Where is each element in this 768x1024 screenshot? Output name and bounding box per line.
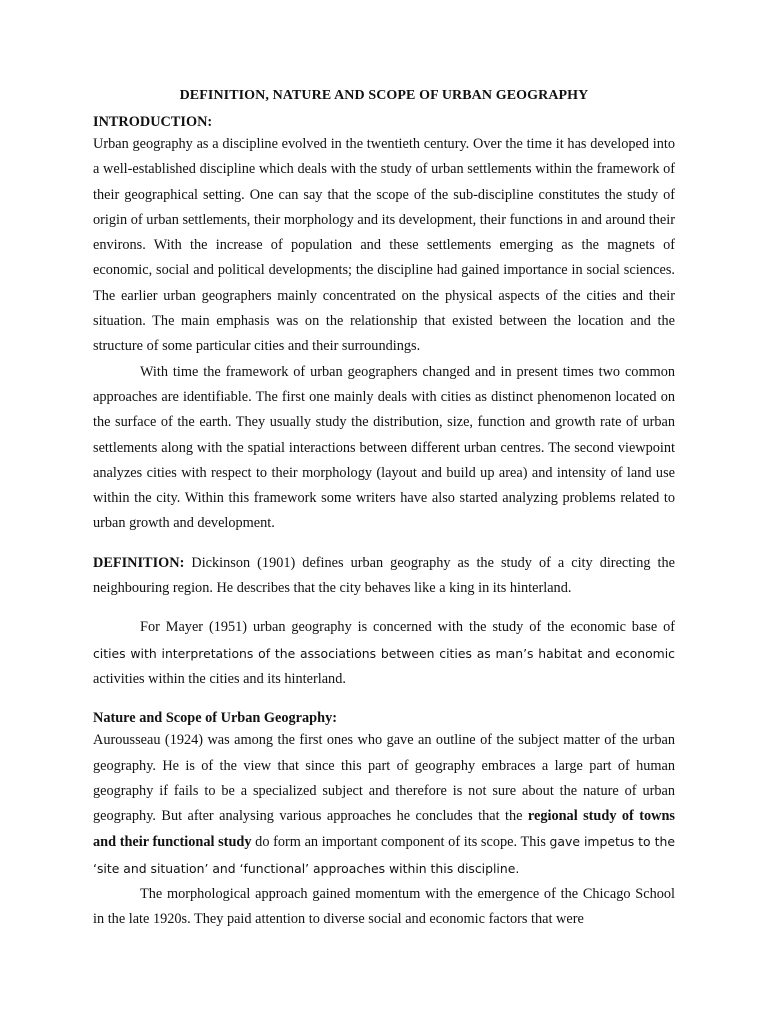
definition-text: Dickinson (1901) defines urban geography as the study of a city directing the neighbouring region. He describes that the city behaves like a king in its hinterland. <box>93 554 675 597</box>
nature-scope-heading: Nature and Scope of Urban Geography: <box>93 710 337 727</box>
definition-para2-sans: cities with interpretations of the associations between cities as man’s habitat and economic <box>93 645 675 661</box>
nature-para1-sans: gave impetus to the ‘site and situation’ and ‘functional’ approaches within this discipline. <box>93 834 675 876</box>
definition-para2-end: activities within the cities and its hinterland. <box>93 670 346 687</box>
definition-paragraph-2 <box>93 615 675 692</box>
introduction-paragraph-1: Urban geography as a discipline evolved in the twentieth century. Over the time it has developed into a well-established discipline which deals with the study of urban settlements within the framework of their geographical setting. One can say that the scope of the sub-discipline constitutes the study of origin of urban settlements, their morphology and its development, their functions in and around their environs. With the increase of population and these settlements emerging as the magnets of economic, social and political developments; the discipline had gained importance in social sciences. The earlier urban geographers mainly concentrated on the physical aspects of the cities and their situation. The main emphasis was on the relationship that existed between the location and the structure of some particular cities and their surroundings. <box>93 136 675 355</box>
introduction-heading: INTRODUCTION: <box>93 114 213 130</box>
document-page <box>93 84 675 933</box>
nature-scope-paragraph-2: The morphological approach gained momentum with the emergence of the Chicago School in the late 1920s. They paid attention to diverse social and economic factors that were <box>93 886 675 928</box>
nature-scope-paragraph-1 <box>93 728 675 882</box>
document-title: DEFINITION, NATURE AND SCOPE OF URBAN GEOGRAPHY <box>179 88 589 103</box>
definition-paragraph-1 <box>93 551 675 602</box>
introduction-paragraph-2: With time the framework of urban geographers changed and in present times two common approaches are identifiable. The first one mainly deals with cities as distinct phenomenon located on the surface of the earth. They usually study the distribution, size, function and growth rate of urban settlements along with the spatial interactions between different urban centres. The second viewpoint analyzes cities with respect to their morphology (layout and build up area) and intensity of land use within the city. Within this framework some writers have also started analyzing problems related to urban growth and development. <box>93 363 675 532</box>
nature-para1-start: Aurousseau (1924) was among the first ones who gave an outline of the subject matter of the urban geography. He is of the view that since this part of geography embraces a large part of human geography if fails to be a specialized subject and therefore is not sure about the nature of urban geography. But after analysing various approaches he concludes that the <box>93 732 675 825</box>
definition-label: DEFINITION: <box>93 554 185 571</box>
definition-para2-start: For Mayer (1951) urban geography is concerned with the study of the economic base of <box>140 619 675 636</box>
nature-para1-bold: regional study of towns and their functional study <box>93 808 675 851</box>
nature-para1-mid: do form an important component of its scope. This <box>251 834 550 851</box>
